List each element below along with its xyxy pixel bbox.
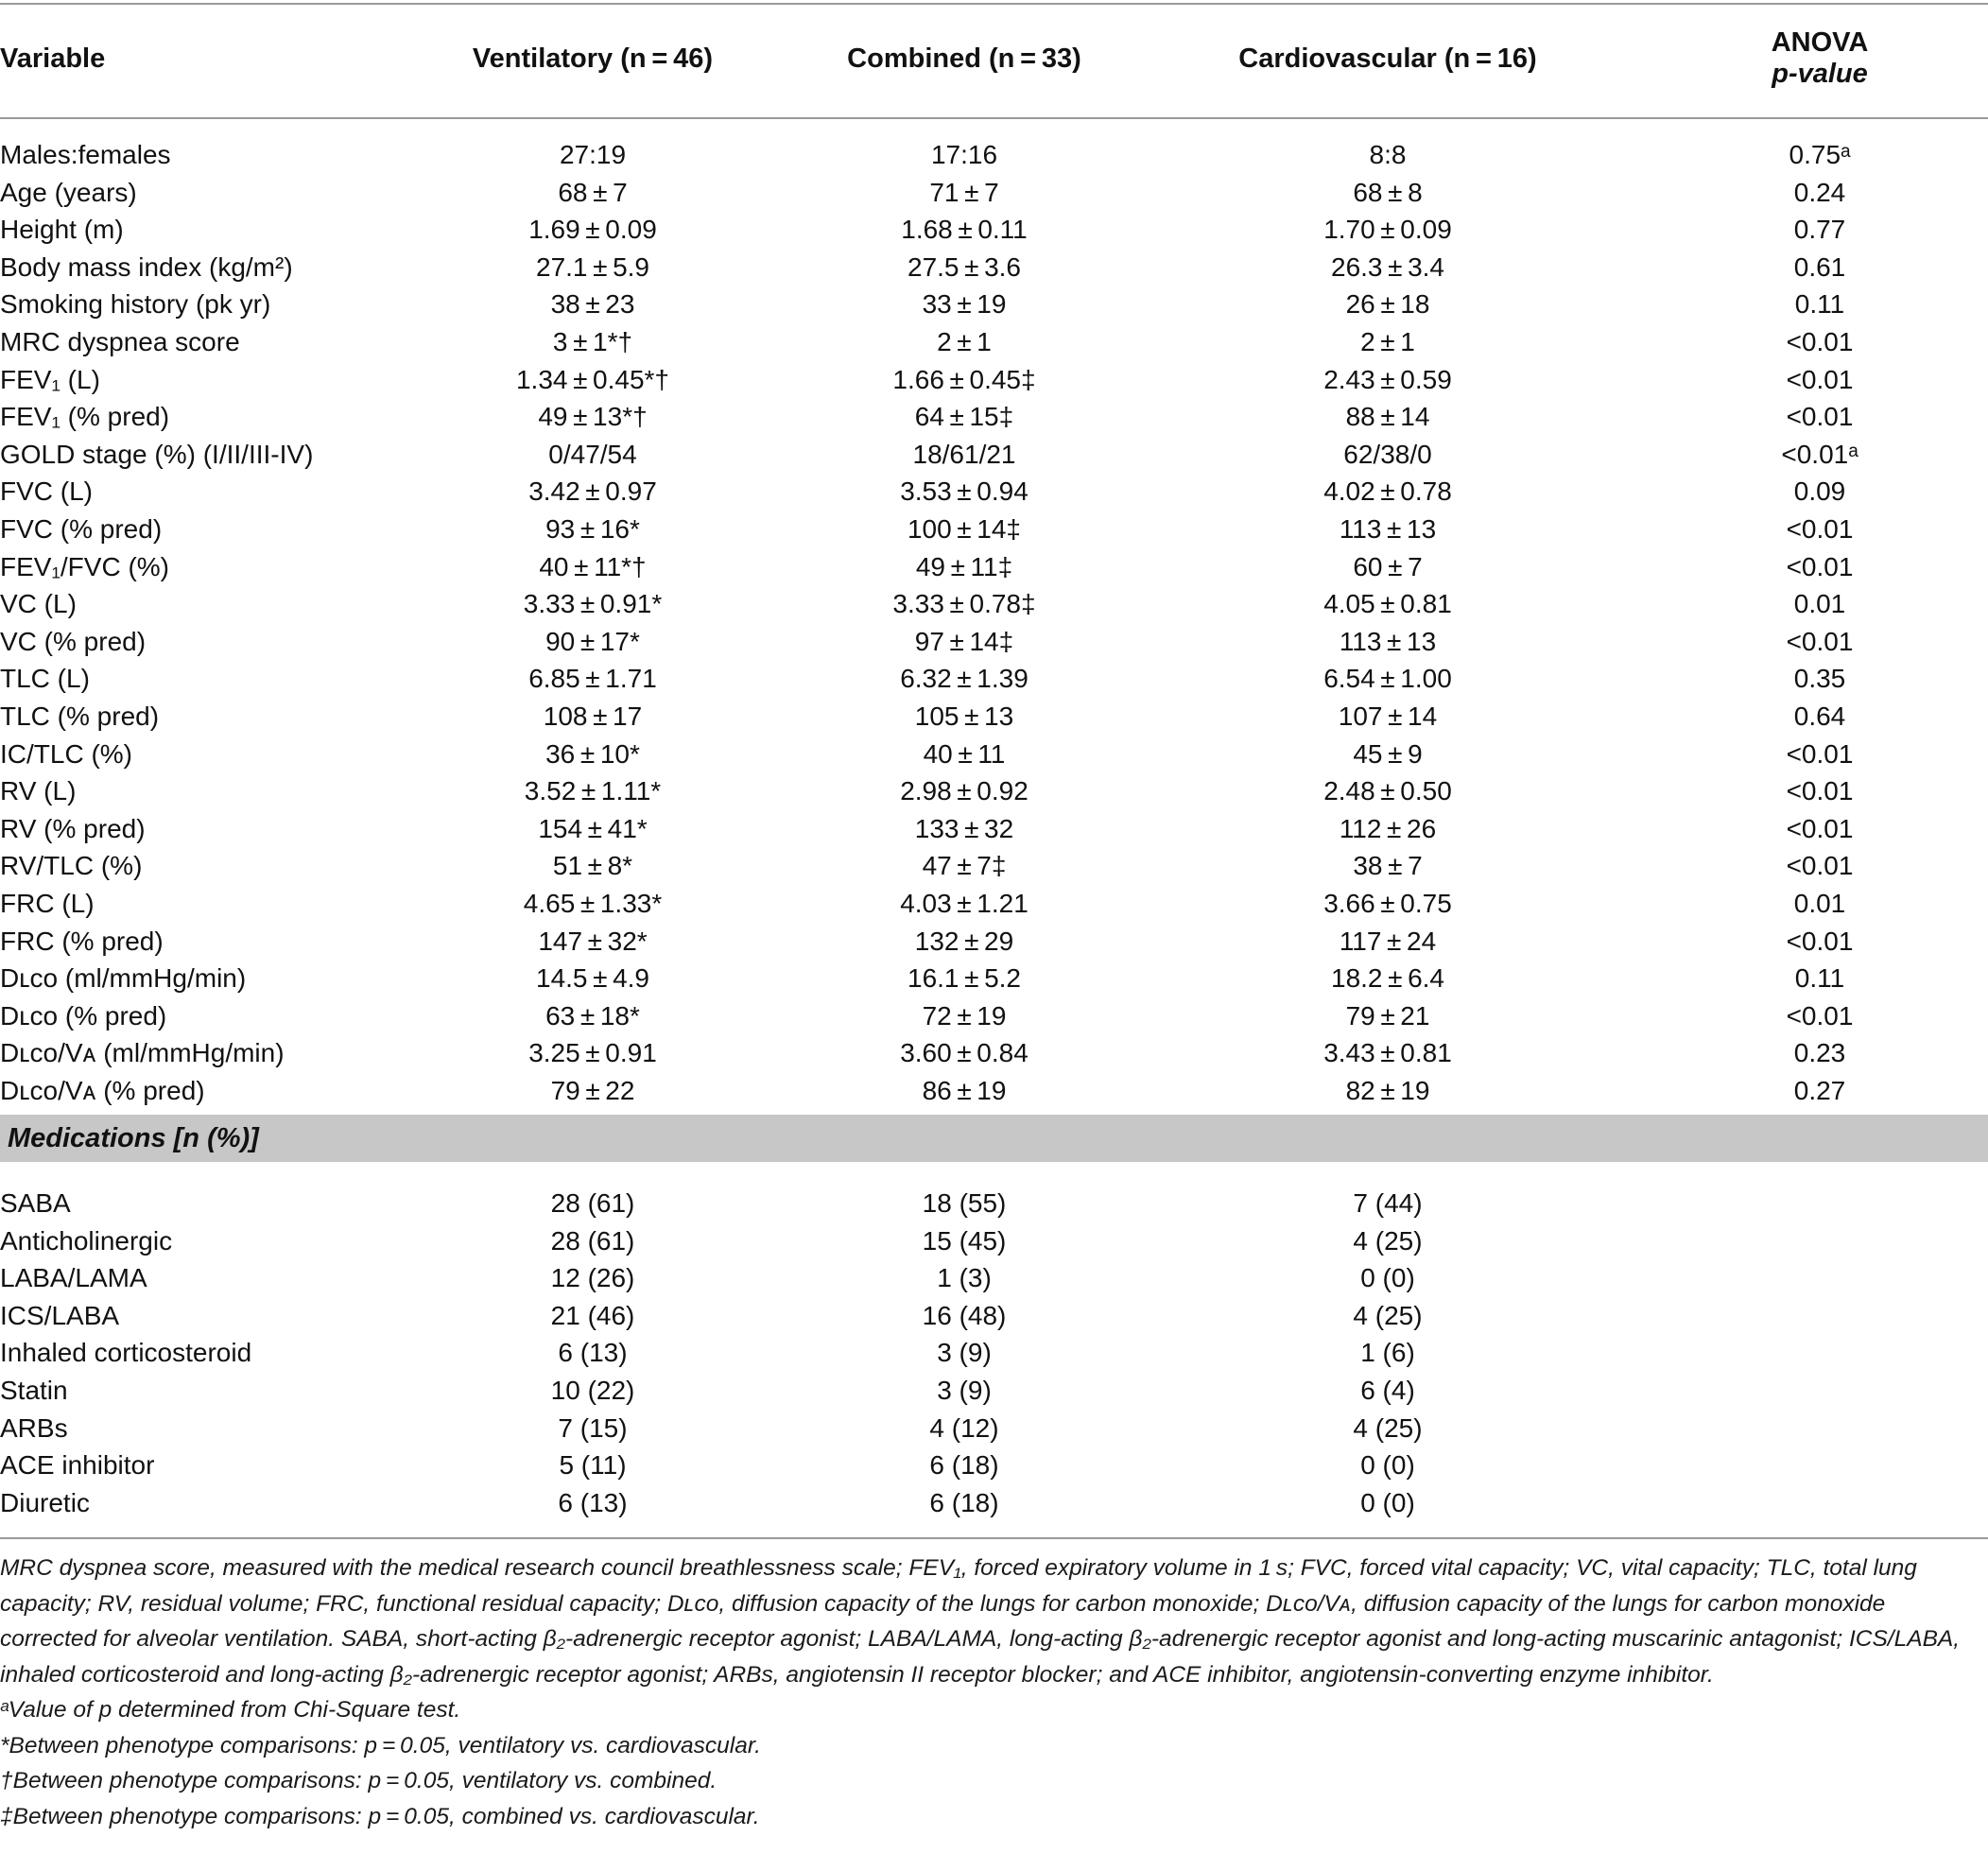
cell-cardiovascular: 112 ± 26: [1339, 813, 1437, 843]
cell-cardiovascular: 62/38/0: [1343, 439, 1432, 469]
cell-anova: 0.23: [1793, 1038, 1846, 1068]
cell-combined: 17:16: [930, 140, 998, 169]
cell-ventilatory: 36 ± 10*: [545, 738, 640, 769]
cell-variable: Dʟᴄᴏ (% pred): [0, 1000, 167, 1031]
table-row: [0, 323, 1988, 361]
cell-ventilatory: 108 ± 17: [543, 702, 643, 731]
cell-cardiovascular: 113 ± 13: [1339, 626, 1437, 656]
cell-ventilatory: 4.65 ± 1.33*: [523, 889, 663, 918]
cell-variable: Anticholinergic: [0, 1225, 173, 1256]
cell-combined: 18/61/21: [912, 439, 1016, 469]
cell-ventilatory: 49 ± 13*†: [538, 402, 648, 432]
cell-combined: 40 ± 11: [923, 738, 1006, 769]
cell-variable: FRC (L): [0, 889, 95, 918]
cell-cardiovascular: 0 (0): [1360, 1450, 1415, 1481]
cell-ventilatory: 5 (11): [559, 1450, 627, 1481]
cell-cardiovascular: 26 ± 18: [1345, 289, 1430, 320]
cell-ventilatory: 90 ± 17*: [545, 626, 640, 656]
cell-cardiovascular: 8:8: [1369, 140, 1407, 169]
cell-anova: 0.11: [1794, 963, 1845, 994]
cell-variable: FEV₁/FVC (%): [0, 551, 170, 581]
table-row: [0, 361, 1988, 399]
cell-ventilatory: 63 ± 18*: [545, 1000, 640, 1031]
cell-variable: ACE inhibitor: [0, 1450, 155, 1481]
table-row: [0, 548, 1988, 586]
medication-row: [0, 1447, 1988, 1484]
cell-anova: 0.24: [1793, 177, 1846, 207]
cell-combined: 3.53 ± 0.94: [900, 476, 1029, 507]
cell-ventilatory: 1.69 ± 0.09: [528, 215, 657, 245]
cell-combined: 6.32 ± 1.39: [900, 664, 1029, 694]
cell-ventilatory: 40 ± 11*†: [539, 551, 647, 581]
cell-combined: 3.33 ± 0.78‡: [892, 589, 1036, 619]
cell-cardiovascular: 6 (4): [1360, 1376, 1415, 1405]
cell-cardiovascular: 4.02 ± 0.78: [1323, 476, 1452, 507]
cell-ventilatory: 68 ± 7: [558, 177, 628, 207]
section-band: [0, 1115, 1988, 1162]
cell-cardiovascular: 60 ± 7: [1353, 551, 1423, 581]
cell-variable: IC/TLC (%): [0, 738, 132, 769]
table-row: [0, 436, 1988, 474]
table-row: [0, 174, 1988, 212]
header-anova: [1626, 0, 1988, 117]
cell-ventilatory: 3.33 ± 0.91*: [523, 589, 663, 619]
header-variable: Variable: [0, 43, 106, 74]
footnote-dagger: †Between phenotype comparisons: p = 0.05, ventilatory vs. combined.: [0, 1768, 717, 1793]
cell-ventilatory: 21 (46): [550, 1300, 635, 1330]
cell-combined: 105 ± 13: [914, 702, 1014, 731]
cell-variable: RV/TLC (%): [0, 851, 143, 881]
cell-combined: 1.68 ± 0.11: [901, 215, 1028, 245]
cell-variable: SABA: [0, 1188, 71, 1218]
cell-ventilatory: 147 ± 32*: [538, 926, 648, 956]
table-row: [0, 473, 1988, 511]
cell-cardiovascular: 88 ± 14: [1345, 402, 1430, 432]
cell-variable: Dʟᴄᴏ/Vᴀ (% pred): [0, 1076, 205, 1105]
cell-cardiovascular: 2.48 ± 0.50: [1323, 776, 1452, 806]
table-row: [0, 585, 1988, 623]
cell-ventilatory: 3.42 ± 0.97: [528, 476, 657, 507]
table-row: [0, 923, 1988, 961]
cell-anova: 0.27: [1793, 1076, 1846, 1105]
cell-cardiovascular: 45 ± 9: [1353, 738, 1423, 769]
table-row: [0, 623, 1988, 661]
cell-ventilatory: 27:19: [559, 140, 627, 169]
cell-ventilatory: 6 (13): [558, 1338, 628, 1368]
cell-ventilatory: 51 ± 8*: [552, 851, 633, 881]
cell-cardiovascular: 107 ± 14: [1338, 702, 1438, 731]
cell-variable: GOLD stage (%) (I/II/III-IV): [0, 439, 314, 469]
cell-combined: 6 (18): [929, 1487, 999, 1517]
cell-combined: 2 ± 1: [937, 327, 992, 356]
cell-anova: <0.01: [1786, 813, 1854, 843]
cell-anova: <0.01: [1786, 364, 1854, 394]
medication-row: [0, 1484, 1988, 1522]
cell-cardiovascular: 68 ± 8: [1353, 177, 1423, 207]
cell-variable: VC (L): [0, 589, 77, 619]
cell-anova: 0.35: [1793, 664, 1846, 694]
cell-anova: <0.01: [1786, 626, 1854, 656]
table-row: [0, 885, 1988, 923]
cell-variable: TLC (% pred): [0, 702, 160, 731]
cell-combined: 33 ± 19: [922, 289, 1007, 320]
table-row: [0, 286, 1988, 323]
cell-cardiovascular: 3.66 ± 0.75: [1323, 889, 1452, 918]
cell-cardiovascular: 1.70 ± 0.09: [1323, 215, 1452, 245]
cell-variable: MRC dyspnea score: [0, 327, 240, 356]
table-row: [0, 249, 1988, 286]
cell-cardiovascular: 26.3 ± 3.4: [1331, 251, 1444, 282]
table-row: [0, 997, 1988, 1035]
cell-combined: 16 (48): [922, 1300, 1007, 1330]
cell-combined: 1 (3): [937, 1263, 992, 1293]
cell-anova: <0.01: [1786, 402, 1854, 432]
cell-variable: LABA/LAMA: [0, 1263, 147, 1293]
cell-ventilatory: 28 (61): [550, 1225, 635, 1256]
table-row: [0, 511, 1988, 548]
table-row: [0, 810, 1988, 848]
cell-ventilatory: 28 (61): [550, 1188, 635, 1218]
table-row: [0, 960, 1988, 997]
cell-variable: Age (years): [0, 177, 137, 207]
cell-anova: 0.01: [1793, 589, 1846, 619]
header-anova-line1: ANOVA: [1771, 27, 1869, 58]
cell-combined: 1.66 ± 0.45‡: [892, 364, 1036, 394]
cell-cardiovascular: 113 ± 13: [1339, 514, 1437, 544]
cell-variable: Inhaled corticosteroid: [0, 1338, 252, 1368]
cell-ventilatory: 27.1 ± 5.9: [536, 251, 649, 282]
bottom-rule: [0, 1537, 1988, 1539]
cell-combined: 47 ± 7‡: [922, 851, 1007, 881]
cell-anova: 0.11: [1794, 289, 1845, 320]
table-row: [0, 1034, 1988, 1072]
cell-cardiovascular: 1 (6): [1360, 1338, 1415, 1368]
cell-anova: <0.01: [1786, 514, 1854, 544]
cell-cardiovascular: 0 (0): [1360, 1487, 1415, 1517]
cell-variable: TLC (L): [0, 664, 90, 694]
header-ventilatory: Ventilatory (n = 46): [472, 43, 714, 74]
medication-row: [0, 1334, 1988, 1372]
cell-anova: <0.01: [1786, 327, 1854, 356]
cell-anova: <0.01: [1786, 1000, 1854, 1031]
cell-anova: <0.01: [1786, 776, 1854, 806]
medication-row: [0, 1372, 1988, 1410]
cell-combined: 4.03 ± 1.21: [900, 889, 1029, 918]
cell-anova: <0.01: [1786, 738, 1854, 769]
cell-ventilatory: 7 (15): [558, 1412, 628, 1443]
cell-anova: <0.01: [1786, 926, 1854, 956]
cell-combined: 15 (45): [922, 1225, 1007, 1256]
cell-variable: RV (% pred): [0, 813, 146, 843]
cell-cardiovascular: 4.05 ± 0.81: [1323, 589, 1452, 619]
cell-ventilatory: 6 (13): [558, 1487, 628, 1517]
footnote-double-dagger: ‡Between phenotype comparisons: p = 0.05, combined vs. cardiovascular.: [0, 1803, 760, 1829]
section-label: Medications [n (%)]: [8, 1123, 259, 1153]
cell-variable: Males:females: [0, 140, 171, 169]
cell-combined: 3 (9): [937, 1338, 992, 1368]
table-row: [0, 211, 1988, 249]
cell-anova: <0.01: [1786, 851, 1854, 881]
cell-variable: FEV₁ (% pred): [0, 402, 170, 432]
cell-combined: 18 (55): [922, 1188, 1007, 1218]
table-row: [0, 136, 1988, 174]
cell-combined: 64 ± 15‡: [914, 402, 1014, 432]
cell-variable: Statin: [0, 1376, 68, 1405]
table-row: [0, 772, 1988, 810]
cell-cardiovascular: 82 ± 19: [1345, 1076, 1430, 1105]
medication-row: [0, 1222, 1988, 1260]
cell-ventilatory: 0/47/54: [548, 439, 637, 469]
cell-variable: FVC (% pred): [0, 514, 163, 544]
cell-combined: 86 ± 19: [922, 1076, 1007, 1105]
cell-ventilatory: 93 ± 16*: [545, 514, 640, 544]
table-row: [0, 1072, 1988, 1110]
cell-ventilatory: 38 ± 23: [550, 289, 635, 320]
cell-variable: VC (% pred): [0, 626, 147, 656]
cell-ventilatory: 10 (22): [550, 1376, 635, 1405]
cell-variable: Diuretic: [0, 1487, 90, 1517]
cell-anova: <0.01ᵃ: [1781, 439, 1858, 469]
footnote-asterisk: *Between phenotype comparisons: p = 0.05, ventilatory vs. cardiovascular.: [0, 1732, 761, 1758]
cell-variable: RV (L): [0, 776, 77, 806]
cell-cardiovascular: 2 ± 1: [1360, 327, 1415, 356]
cell-anova: <0.01: [1786, 551, 1854, 581]
table-row: [0, 698, 1988, 736]
cell-combined: 49 ± 11‡: [915, 551, 1013, 581]
header-rule: [0, 117, 1988, 119]
cell-ventilatory: 1.34 ± 0.45*†: [515, 364, 670, 394]
cell-cardiovascular: 38 ± 7: [1353, 851, 1423, 881]
cell-anova: 0.64: [1793, 702, 1846, 731]
table-row: [0, 736, 1988, 773]
medication-row: [0, 1410, 1988, 1447]
cell-combined: 72 ± 19: [922, 1000, 1007, 1031]
cell-combined: 100 ± 14‡: [907, 514, 1021, 544]
cell-combined: 132 ± 29: [914, 926, 1014, 956]
cell-combined: 133 ± 32: [914, 813, 1014, 843]
table-row: [0, 660, 1988, 698]
cell-combined: 3.60 ± 0.84: [900, 1038, 1029, 1068]
cell-variable: FEV₁ (L): [0, 364, 100, 394]
cell-anova: 0.77: [1793, 215, 1846, 245]
cell-combined: 4 (12): [929, 1412, 999, 1443]
cell-combined: 16.1 ± 5.2: [908, 963, 1021, 994]
cell-ventilatory: 3 ± 1*†: [552, 327, 633, 356]
cell-ventilatory: 12 (26): [550, 1263, 635, 1293]
cell-variable: Dʟᴄᴏ/Vᴀ (ml/mmHg/min): [0, 1038, 285, 1068]
cell-anova: 0.09: [1793, 476, 1846, 507]
cell-variable: FRC (% pred): [0, 926, 164, 956]
cell-anova: 0.75ᵃ: [1789, 140, 1851, 169]
table-row: [0, 398, 1988, 436]
cell-cardiovascular: 4 (25): [1353, 1412, 1423, 1443]
cell-combined: 2.98 ± 0.92: [900, 776, 1029, 806]
cell-combined: 27.5 ± 3.6: [908, 251, 1021, 282]
cell-cardiovascular: 6.54 ± 1.00: [1323, 664, 1452, 694]
cell-ventilatory: 3.25 ± 0.91: [528, 1038, 657, 1068]
cell-combined: 6 (18): [929, 1450, 999, 1481]
cell-ventilatory: 79 ± 22: [550, 1076, 635, 1105]
medication-row: [0, 1185, 1988, 1222]
footnote-abbreviations: MRC dyspnea score, measured with the medical research council breathlessness scale; FEV₁, forced expiratory volume in 1 s; FVC, forced vital capacity; VC, vital capacity; TLC, total lung capacity; RV, residual volume; FRC, functional residual capacity; Dʟᴄᴏ, diffusion capacity of the lungs for carbon monoxide; Dʟᴄᴏ/Vᴀ, diffusion capacity of the lungs for carbon monoxide corrected for alveolar ventilation. SABA, short-acting β₂-adrenergic receptor agonist; LABA/LAMA, long-acting β₂-adrenergic receptor agonist and long-acting muscarinic antagonist; ICS/LABA, inhaled corticosteroid and long-acting β₂-adrenergic receptor agonist; ARBs, angiotensin II receptor blocker; and ACE inhibitor, angiotensin-converting enzyme inhibitor.: [0, 1555, 1961, 1688]
cell-variable: Body mass index (kg/m²): [0, 251, 293, 282]
header-cardiovascular: Cardiovascular (n = 16): [1238, 43, 1537, 74]
cell-cardiovascular: 0 (0): [1360, 1263, 1415, 1293]
cell-variable: ICS/LABA: [0, 1300, 120, 1330]
cell-variable: Height (m): [0, 215, 124, 245]
cell-cardiovascular: 4 (25): [1353, 1300, 1423, 1330]
cell-anova: 0.61: [1793, 251, 1846, 282]
cell-combined: 3 (9): [937, 1376, 992, 1405]
cell-variable: Dʟᴄᴏ (ml/mmHg/min): [0, 963, 247, 994]
header-anova-line2: p-value: [1772, 59, 1868, 89]
cell-ventilatory: 3.52 ± 1.11*: [524, 776, 662, 806]
cell-variable: ARBs: [0, 1412, 68, 1443]
cell-cardiovascular: 117 ± 24: [1339, 926, 1437, 956]
cell-combined: 97 ± 14‡: [914, 626, 1014, 656]
footnote-a: ᵃValue of p determined from Chi-Square test.: [0, 1697, 461, 1723]
cell-ventilatory: 154 ± 41*: [538, 813, 648, 843]
cell-anova: 0.01: [1793, 889, 1846, 918]
header-combined: Combined (n = 33): [847, 43, 1081, 74]
medication-row: [0, 1297, 1988, 1335]
footnotes: [0, 1551, 1966, 1834]
cell-variable: FVC (L): [0, 476, 93, 507]
table-row: [0, 847, 1988, 885]
cell-variable: Smoking history (pk yr): [0, 289, 271, 320]
cell-cardiovascular: 3.43 ± 0.81: [1323, 1038, 1452, 1068]
cell-cardiovascular: 2.43 ± 0.59: [1323, 364, 1452, 394]
cell-ventilatory: 14.5 ± 4.9: [536, 963, 649, 994]
medication-row: [0, 1259, 1988, 1297]
cell-cardiovascular: 7 (44): [1353, 1188, 1423, 1218]
cell-cardiovascular: 18.2 ± 6.4: [1331, 963, 1444, 994]
cell-cardiovascular: 4 (25): [1353, 1225, 1423, 1256]
cell-combined: 71 ± 7: [929, 177, 999, 207]
cell-ventilatory: 6.85 ± 1.71: [528, 664, 657, 694]
cell-cardiovascular: 79 ± 21: [1345, 1000, 1430, 1031]
